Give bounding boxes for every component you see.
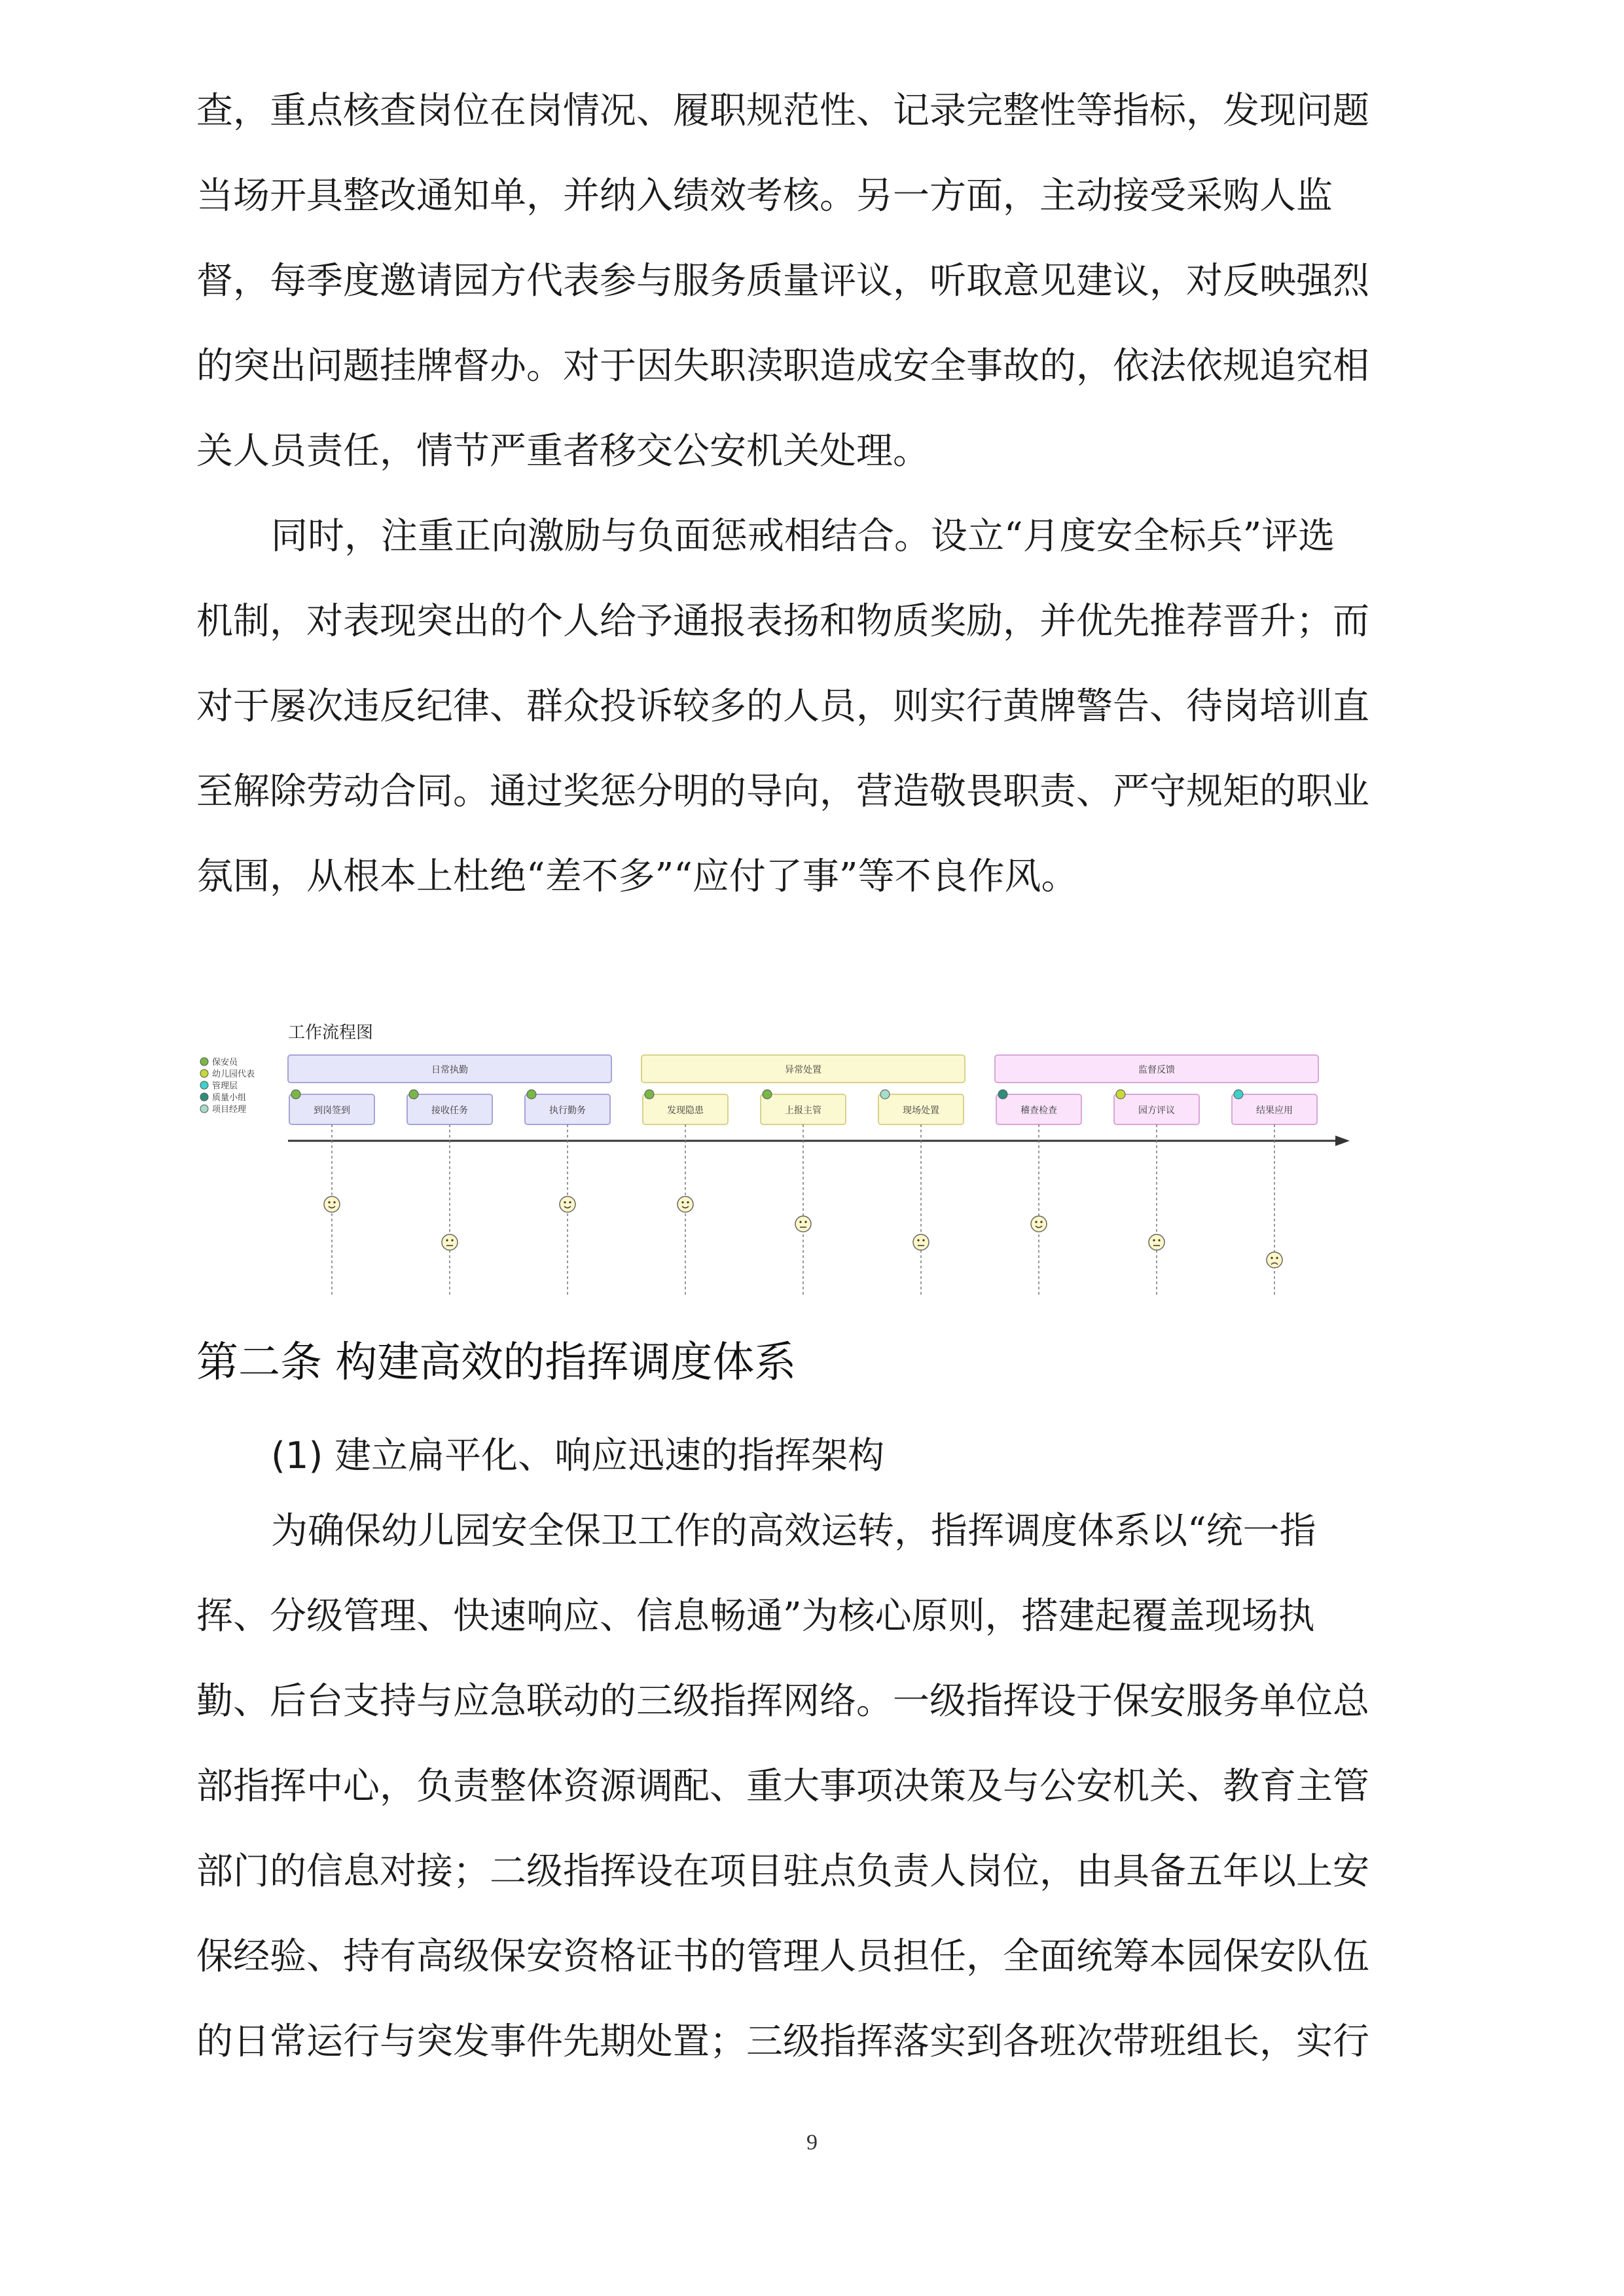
page-number: 9: [806, 2130, 818, 2155]
step-label: 稽查检查: [1020, 1105, 1057, 1116]
paragraph-line: 勤、后台支持与应急联动的三级指挥网络。一级指挥设于保安服务单位总: [196, 1680, 1369, 1723]
neutral-face-icon: [442, 1234, 458, 1250]
step-label: 园方评议: [1138, 1105, 1175, 1116]
step-label: 执行勤务: [549, 1105, 586, 1116]
paragraph-line: 机制，对表现突出的个人给予通报表扬和物质奖励，并优先推荐晋升；而: [196, 600, 1369, 643]
step-label: 结果应用: [1256, 1105, 1293, 1116]
role-dot: [645, 1090, 654, 1099]
phase-label: 异常处置: [785, 1065, 821, 1075]
legend-label: 幼儿园代表: [212, 1069, 255, 1079]
paragraph-3: [196, 1489, 1427, 2085]
phase-label: 监督反馈: [1138, 1065, 1175, 1075]
role-dot: [998, 1090, 1007, 1099]
role-dot: [763, 1090, 772, 1099]
paragraph-line: 督，每季度邀请园方代表参与服务质量评议，听取意见建议，对反映强烈: [196, 260, 1369, 302]
paragraph-line: 部门的信息对接；二级指挥设在项目驻点负责人岗位，由具备五年以上安: [196, 1850, 1369, 1893]
paragraph-line: 同时，注重正向激励与负面惩戒相结合。设立“月度安全标兵”评选: [271, 515, 1335, 558]
legend-swatch: [200, 1069, 208, 1077]
paragraph-line: 关人员责任，情节严重者移交公安机关处理。: [196, 430, 929, 473]
role-dot: [527, 1090, 536, 1099]
step-boxes: [289, 1090, 1317, 1124]
paragraph-line: 至解除劳动合同。通过奖惩分明的导向，营造敬畏职责、严守规矩的职业: [196, 770, 1369, 813]
paragraph-line: 的突出问题挂牌督办。对于因失职渎职造成安全事故的，依法依规追究相: [196, 345, 1369, 387]
role-dot: [880, 1090, 890, 1099]
step-label: 到岗签到: [314, 1105, 350, 1116]
step-label: 发现隐患: [667, 1105, 704, 1116]
paragraph-line: 保经验、持有高级保安资格证书的管理人员担任，全面统筹本园保安队伍: [196, 1935, 1369, 1978]
role-dot: [1116, 1090, 1125, 1099]
legend-label: 质量小组: [212, 1093, 247, 1103]
legend-label: 管理层: [212, 1081, 238, 1091]
paragraph-line: 氛围，从根本上杜绝“差不多”“应付了事”等不良作风。: [196, 855, 1078, 898]
paragraph-2: [196, 494, 1427, 920]
legend-swatch: [200, 1093, 208, 1101]
paragraph-1: [196, 69, 1427, 494]
diagram-legend: [200, 1057, 255, 1115]
legend-swatch: [200, 1058, 208, 1066]
phase-label: 日常执勤: [431, 1065, 468, 1075]
role-dot: [291, 1090, 300, 1099]
paragraph-line: 查，重点核查岗位在岗情况、履职规范性、记录完整性等指标，发现问题: [196, 90, 1369, 132]
section-heading: 第二条 构建高效的指挥调度体系: [196, 1338, 797, 1387]
timeline-arrowhead: [1335, 1136, 1350, 1146]
paragraph-line: 部指挥中心，负责整体资源调配、重大事项决策及与公安机关、教育主管: [196, 1765, 1369, 1808]
neutral-face-icon: [795, 1216, 811, 1232]
role-dot: [1234, 1090, 1243, 1099]
neutral-face-icon: [913, 1234, 929, 1250]
phase-bars: [288, 1055, 1318, 1083]
legend-label: 保安员: [212, 1058, 238, 1067]
subsection-heading: (1) 建立扁平化、响应迅速的指挥架构: [271, 1435, 885, 1477]
neutral-face-icon: [1149, 1234, 1164, 1250]
paragraph-line: 的日常运行与突发事件先期处置；三级指挥落实到各班次带班组长，实行: [196, 2020, 1369, 2063]
legend-swatch: [200, 1105, 208, 1113]
happy-face-icon: [324, 1196, 340, 1212]
happy-face-icon: [560, 1196, 575, 1212]
legend-swatch: [200, 1081, 208, 1089]
sad-face-icon: [1267, 1252, 1282, 1268]
happy-face-icon: [677, 1196, 693, 1212]
legend-label: 项目经理: [212, 1105, 247, 1115]
step-label: 上报主管: [785, 1105, 821, 1116]
workflow-diagram: [196, 1014, 1362, 1302]
step-label: 现场处置: [903, 1105, 939, 1116]
happy-face-icon: [1031, 1216, 1047, 1232]
paragraph-line: 当场开具整改通知单，并纳入绩效考核。另一方面，主动接受采购人监: [196, 175, 1333, 217]
step-label: 接收任务: [431, 1105, 468, 1116]
role-dot: [409, 1090, 418, 1099]
diagram-title: 工作流程图: [288, 1023, 374, 1043]
paragraph-line: 为确保幼儿园安全保卫工作的高效运转，指挥调度体系以“统一指: [271, 1510, 1316, 1552]
paragraph-line: 挥、分级管理、快速响应、信息畅通”为核心原则，搭建起覆盖现场执: [196, 1595, 1315, 1638]
mood-markers: [324, 1124, 1282, 1296]
paragraph-line: 对于屡次违反纪律、群众投诉较多的人员，则实行黄牌警告、待岗培训直: [196, 685, 1369, 728]
